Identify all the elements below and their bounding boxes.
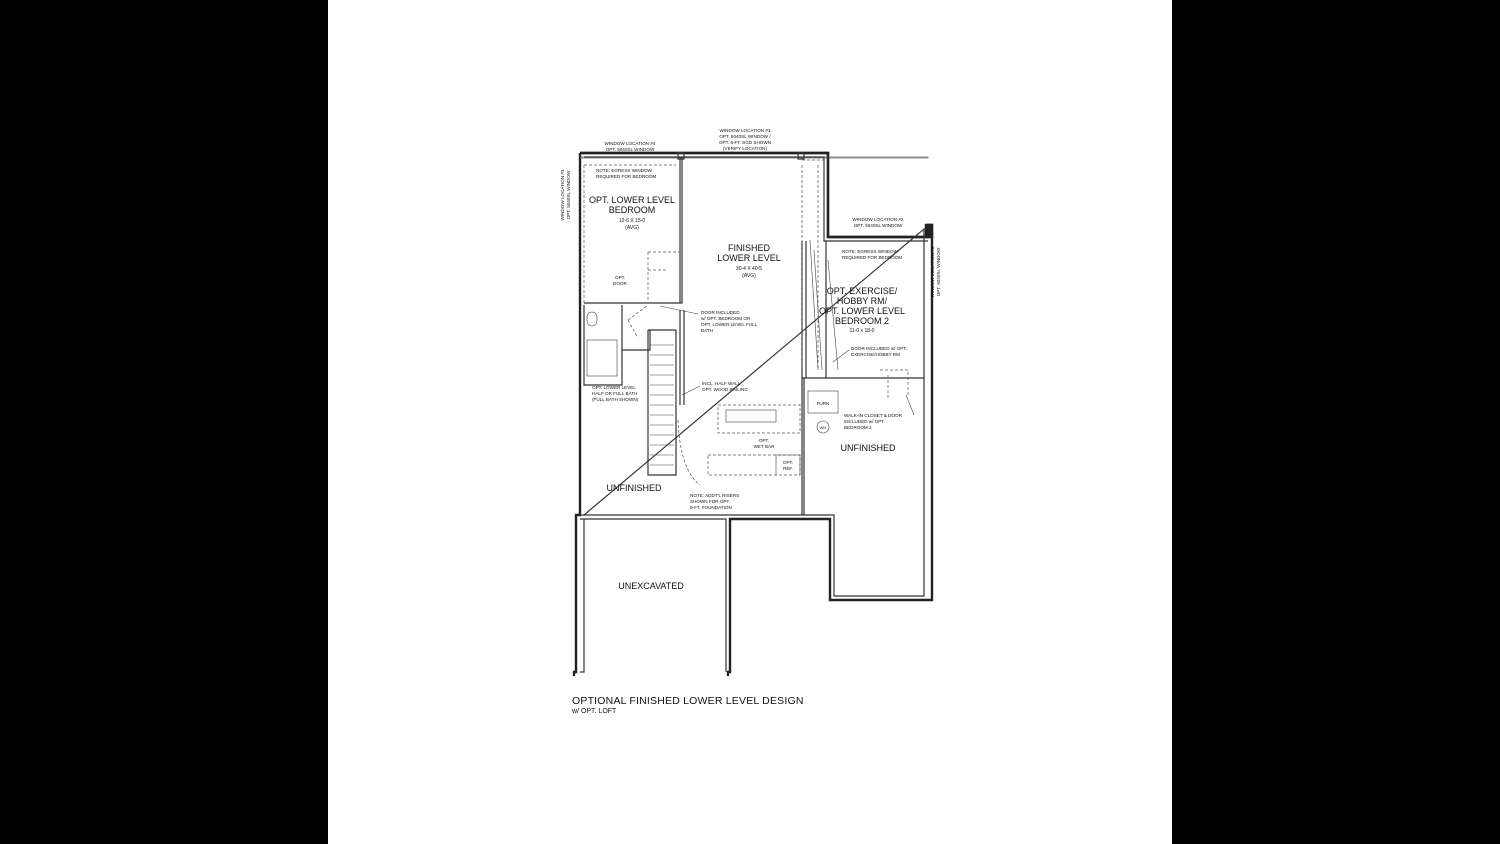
bath-note: [592, 385, 639, 402]
svg-text:WINDOW LOCATION #1: WINDOW LOCATION #1: [719, 128, 771, 133]
half-wall: [680, 310, 684, 405]
egress-note-1: [596, 168, 656, 179]
window-location-5: [930, 246, 941, 297]
svg-text:OPT.: OPT.: [758, 438, 770, 443]
svg-text:EXERCISE/HOBBY RM: EXERCISE/HOBBY RM: [851, 352, 900, 357]
svg-text:OPT.: OPT.: [782, 460, 794, 465]
floor-plan: [328, 0, 1172, 844]
svg-text:DOOR INCLUDED w/ OPT.: DOOR INCLUDED w/ OPT.: [851, 346, 907, 351]
svg-text:NOTE: EGRESS WINDOW: NOTE: EGRESS WINDOW: [842, 249, 898, 254]
svg-text:OPT. 5040SL WINDOW: OPT. 5040SL WINDOW: [853, 223, 903, 228]
shower-icon: [587, 340, 617, 376]
svg-text:HOBBY RM/: HOBBY RM/: [836, 296, 888, 306]
closet-note: [844, 413, 903, 430]
svg-text:WINDOW LOCATION #5: WINDOW LOCATION #5: [930, 246, 935, 298]
exercise-dashed: [802, 160, 824, 370]
svg-text:OPT. LOWER LEVEL: OPT. LOWER LEVEL: [818, 306, 906, 316]
exercise-label: [819, 286, 905, 334]
wet-bar-counter: [718, 405, 800, 433]
unfinished-left-label: UNFINISHED: [606, 483, 662, 493]
wet-bar-sink: [726, 410, 776, 422]
svg-text:OPT. LOWER LEVEL: OPT. LOWER LEVEL: [592, 385, 636, 390]
unfinished-right-label: UNFINISHED: [840, 443, 896, 453]
ref-note: [783, 460, 793, 471]
svg-text:OPT. EXERCISE/: OPT. EXERCISE/: [826, 286, 898, 296]
svg-text:OPT. WOOD RAILING: OPT. WOOD RAILING: [702, 387, 748, 392]
window-location-3: [560, 169, 571, 220]
drawing-sheet: [328, 0, 1172, 844]
svg-text:DOOR: DOOR: [613, 281, 627, 286]
door-included-note: [701, 310, 758, 333]
window-location-2: [853, 217, 904, 228]
svg-text:OPT. 5040SL WINDOW: OPT. 5040SL WINDOW: [566, 170, 571, 220]
svg-text:OPT. 5040SL WINDOW /: OPT. 5040SL WINDOW /: [719, 134, 771, 139]
svg-text:WINDOW LOCATION #3: WINDOW LOCATION #3: [560, 169, 565, 221]
leader-line: [660, 306, 698, 314]
bedroom-dashed-outline: [584, 165, 676, 303]
water-heater-label: WH: [819, 425, 827, 430]
plan-caption-title: OPTIONAL FINISHED LOWER LEVEL DESIGN: [572, 695, 804, 707]
window-location-4: [605, 141, 656, 152]
kitchenette: [708, 455, 800, 475]
svg-text:w/ OPT. BEDROOM OR: w/ OPT. BEDROOM OR: [701, 316, 751, 321]
svg-text:REQUIRED FOR BEDROOM: REQUIRED FOR BEDROOM: [842, 255, 903, 260]
leader-line: [682, 386, 700, 395]
unexcavated-label: UNEXCAVATED: [618, 581, 684, 591]
risers-note: [690, 493, 739, 510]
svg-text:11-0 x 18-0: 11-0 x 18-0: [849, 328, 875, 334]
svg-text:OPT. 5040SL WINDOW: OPT. 5040SL WINDOW: [936, 247, 941, 297]
bedroom-label: [589, 195, 675, 231]
toilet-icon: [587, 312, 597, 326]
opt-door-note: [613, 275, 627, 286]
svg-text:(AVG): (AVG): [625, 225, 639, 231]
finished-label: [717, 243, 781, 279]
svg-text:OPT. LOWER LEVEL FULL: OPT. LOWER LEVEL FULL: [701, 322, 758, 327]
egress-note-2: [842, 249, 902, 260]
closet-dashed: [880, 370, 908, 400]
svg-text:12-6 X 15-0: 12-6 X 15-0: [618, 218, 646, 224]
wet-bar-note: [754, 438, 776, 449]
svg-text:WALK-IN CLOSET & DOOR: WALK-IN CLOSET & DOOR: [844, 413, 902, 418]
leader-line: [906, 395, 914, 415]
svg-text:OPT. 5040SL WINDOW: OPT. 5040SL WINDOW: [605, 147, 655, 152]
svg-text:NOTE: ADDT'L RISERS: NOTE: ADDT'L RISERS: [690, 493, 740, 498]
bath-vanity: [628, 305, 648, 338]
svg-text:BEDROOM 2: BEDROOM 2: [844, 425, 872, 430]
stair-treads: [650, 345, 674, 465]
svg-text:REQUIRED FOR BEDROOM: REQUIRED FOR BEDROOM: [596, 174, 657, 179]
svg-text:WINDOW LOCATION #4: WINDOW LOCATION #4: [604, 141, 656, 146]
stair-wall: [648, 330, 676, 475]
svg-text:DOOR INCLUDED: DOOR INCLUDED: [701, 310, 740, 315]
svg-text:LOWER LEVEL: LOWER LEVEL: [717, 253, 781, 263]
svg-text:REF.: REF.: [783, 466, 793, 471]
stair-curve: [678, 420, 700, 485]
svg-text:FINISHED: FINISHED: [727, 243, 771, 253]
unexcavated-outline: [580, 515, 726, 672]
bedroom-closet: [648, 252, 680, 303]
leader-line: [833, 350, 849, 362]
furnace-label: FURN: [816, 401, 830, 406]
svg-text:BEDROOM: BEDROOM: [608, 205, 656, 215]
svg-text:(VERIFY LOCATION): (VERIFY LOCATION): [723, 146, 767, 151]
svg-text:INCLUDED w/ OPT.: INCLUDED w/ OPT.: [844, 419, 885, 424]
svg-text:SHOWN FOR OPT.: SHOWN FOR OPT.: [690, 499, 731, 504]
svg-text:BATH: BATH: [701, 328, 713, 333]
svg-text:OPT. LOWER LEVEL: OPT. LOWER LEVEL: [588, 195, 676, 205]
window-location-1: [719, 128, 771, 151]
svg-text:OPT.: OPT.: [615, 275, 626, 280]
svg-text:(FULL BATH SHOWN): (FULL BATH SHOWN): [592, 397, 639, 402]
ref-box: [776, 455, 800, 475]
svg-text:(AVG): (AVG): [742, 273, 756, 279]
svg-text:9-FT. FOUNDATION: 9-FT. FOUNDATION: [690, 505, 732, 510]
svg-text:HALF OR FULL BATH: HALF OR FULL BATH: [592, 391, 638, 396]
svg-text:WINDOW LOCATION #2: WINDOW LOCATION #2: [852, 217, 904, 222]
door-exercise-note: [851, 346, 907, 357]
svg-text:BEDROOM 2: BEDROOM 2: [834, 316, 890, 326]
svg-text:NOTE: EGRESS WINDOW: NOTE: EGRESS WINDOW: [596, 168, 652, 173]
svg-text:30-4 X 40-5: 30-4 X 40-5: [735, 266, 763, 272]
plan-caption-subtitle: w/ OPT. LOFT: [572, 708, 617, 715]
svg-text:INCL. HALF WALL: INCL. HALF WALL: [702, 381, 741, 386]
svg-text:WET BAR: WET BAR: [753, 444, 775, 449]
svg-text:OPT. 6-FT. SGD SHOWN: OPT. 6-FT. SGD SHOWN: [718, 140, 772, 145]
